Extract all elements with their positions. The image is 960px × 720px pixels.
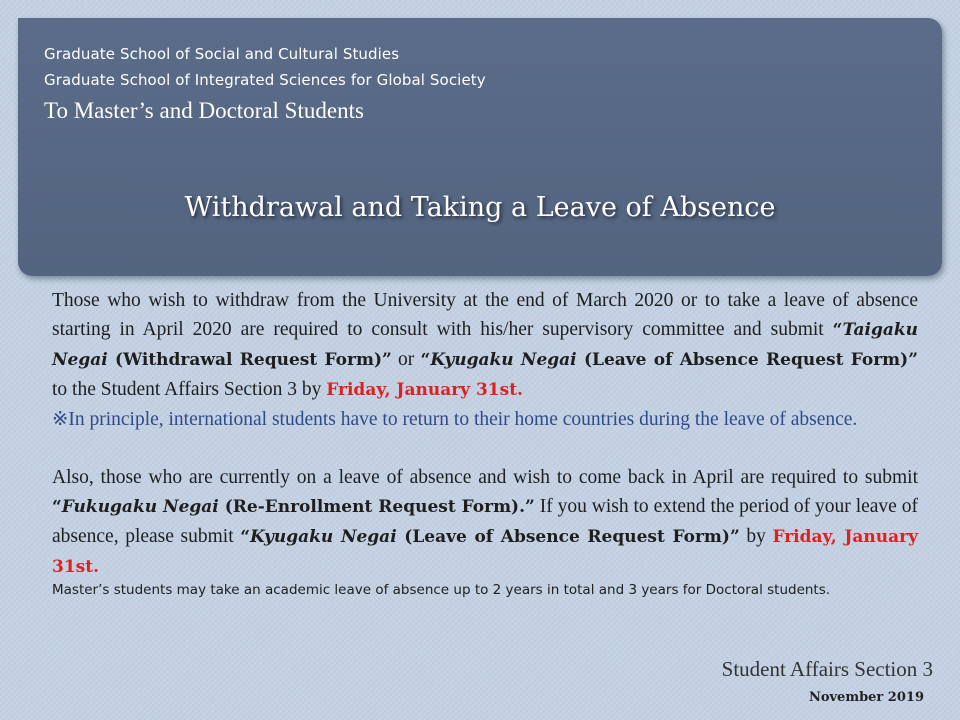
reenrollment-form-label <box>52 497 535 517</box>
leave-form-label <box>421 350 918 370</box>
extension-form-label <box>240 527 740 547</box>
submission-office-text: to the Student Affairs Section 3 by <box>52 379 327 400</box>
extension-form-description: (Leave of Absence Request Form)” <box>396 527 740 547</box>
extension-text: If you wish to extend the period of your leave of absence, please submit <box>52 496 918 547</box>
withdrawal-intro-text: Those who wish to withdraw from the University at the end of March 2020 or to take a leave of absence starting in April 2020 are required to consult with his/her supervisory committee and submit <box>52 290 918 340</box>
page-title: Withdrawal and Taking a Leave of Absence <box>184 192 776 223</box>
audience-line: To Master’s and Doctoral Students <box>44 98 364 123</box>
reference-mark-icon: ※ <box>52 409 69 430</box>
school-name-integrated-sciences: Graduate School of Integrated Sciences for Global Society <box>44 71 486 89</box>
by-text: by <box>739 526 773 547</box>
leave-form-name: Kyugaku Negai <box>430 350 577 370</box>
quote-open: “ <box>240 527 250 547</box>
issue-date: November 2019 <box>808 690 924 705</box>
quote-open: “ <box>52 497 62 517</box>
notice-body <box>52 286 918 599</box>
international-students-note <box>52 405 918 434</box>
leave-limit-note: Master’s students may take an academic leave of absence up to 2 years in total and 3 years for Doctoral students. <box>52 582 831 598</box>
leave-form-description: (Leave of Absence Request Form)” <box>576 350 918 370</box>
international-note-text: In principle, international students have to return to their home countries during the leave of absence. <box>68 409 858 430</box>
withdrawal-form-description: (Withdrawal Request Form)” <box>107 350 392 370</box>
or-text: or <box>391 349 421 370</box>
reenrollment-form-name: Fukugaku Negai <box>61 497 219 517</box>
deadline-text: Friday, January 31st. <box>52 527 918 577</box>
header-banner <box>18 18 942 276</box>
withdrawal-paragraph <box>52 286 918 405</box>
quote-open: “ <box>420 350 431 370</box>
deadline-text: Friday, January 31st. <box>326 380 523 400</box>
reenrollment-intro-text: Also, those who are currently on a leave of absence and wish to come back in April are required to submit <box>52 467 918 488</box>
reenrollment-paragraph <box>52 463 918 582</box>
extension-form-name: Kyugaku Negai <box>250 527 397 547</box>
paragraph-spacer <box>52 434 918 463</box>
office-signature: Student Affairs Section 3 <box>721 657 933 681</box>
school-name-social-cultural: Graduate School of Social and Cultural Studies <box>44 45 400 63</box>
withdrawal-form-name: Taigaku Negai <box>52 320 918 370</box>
quote-open: “ <box>832 320 843 340</box>
reenrollment-form-description: (Re-Enrollment Request Form).” <box>218 497 535 517</box>
